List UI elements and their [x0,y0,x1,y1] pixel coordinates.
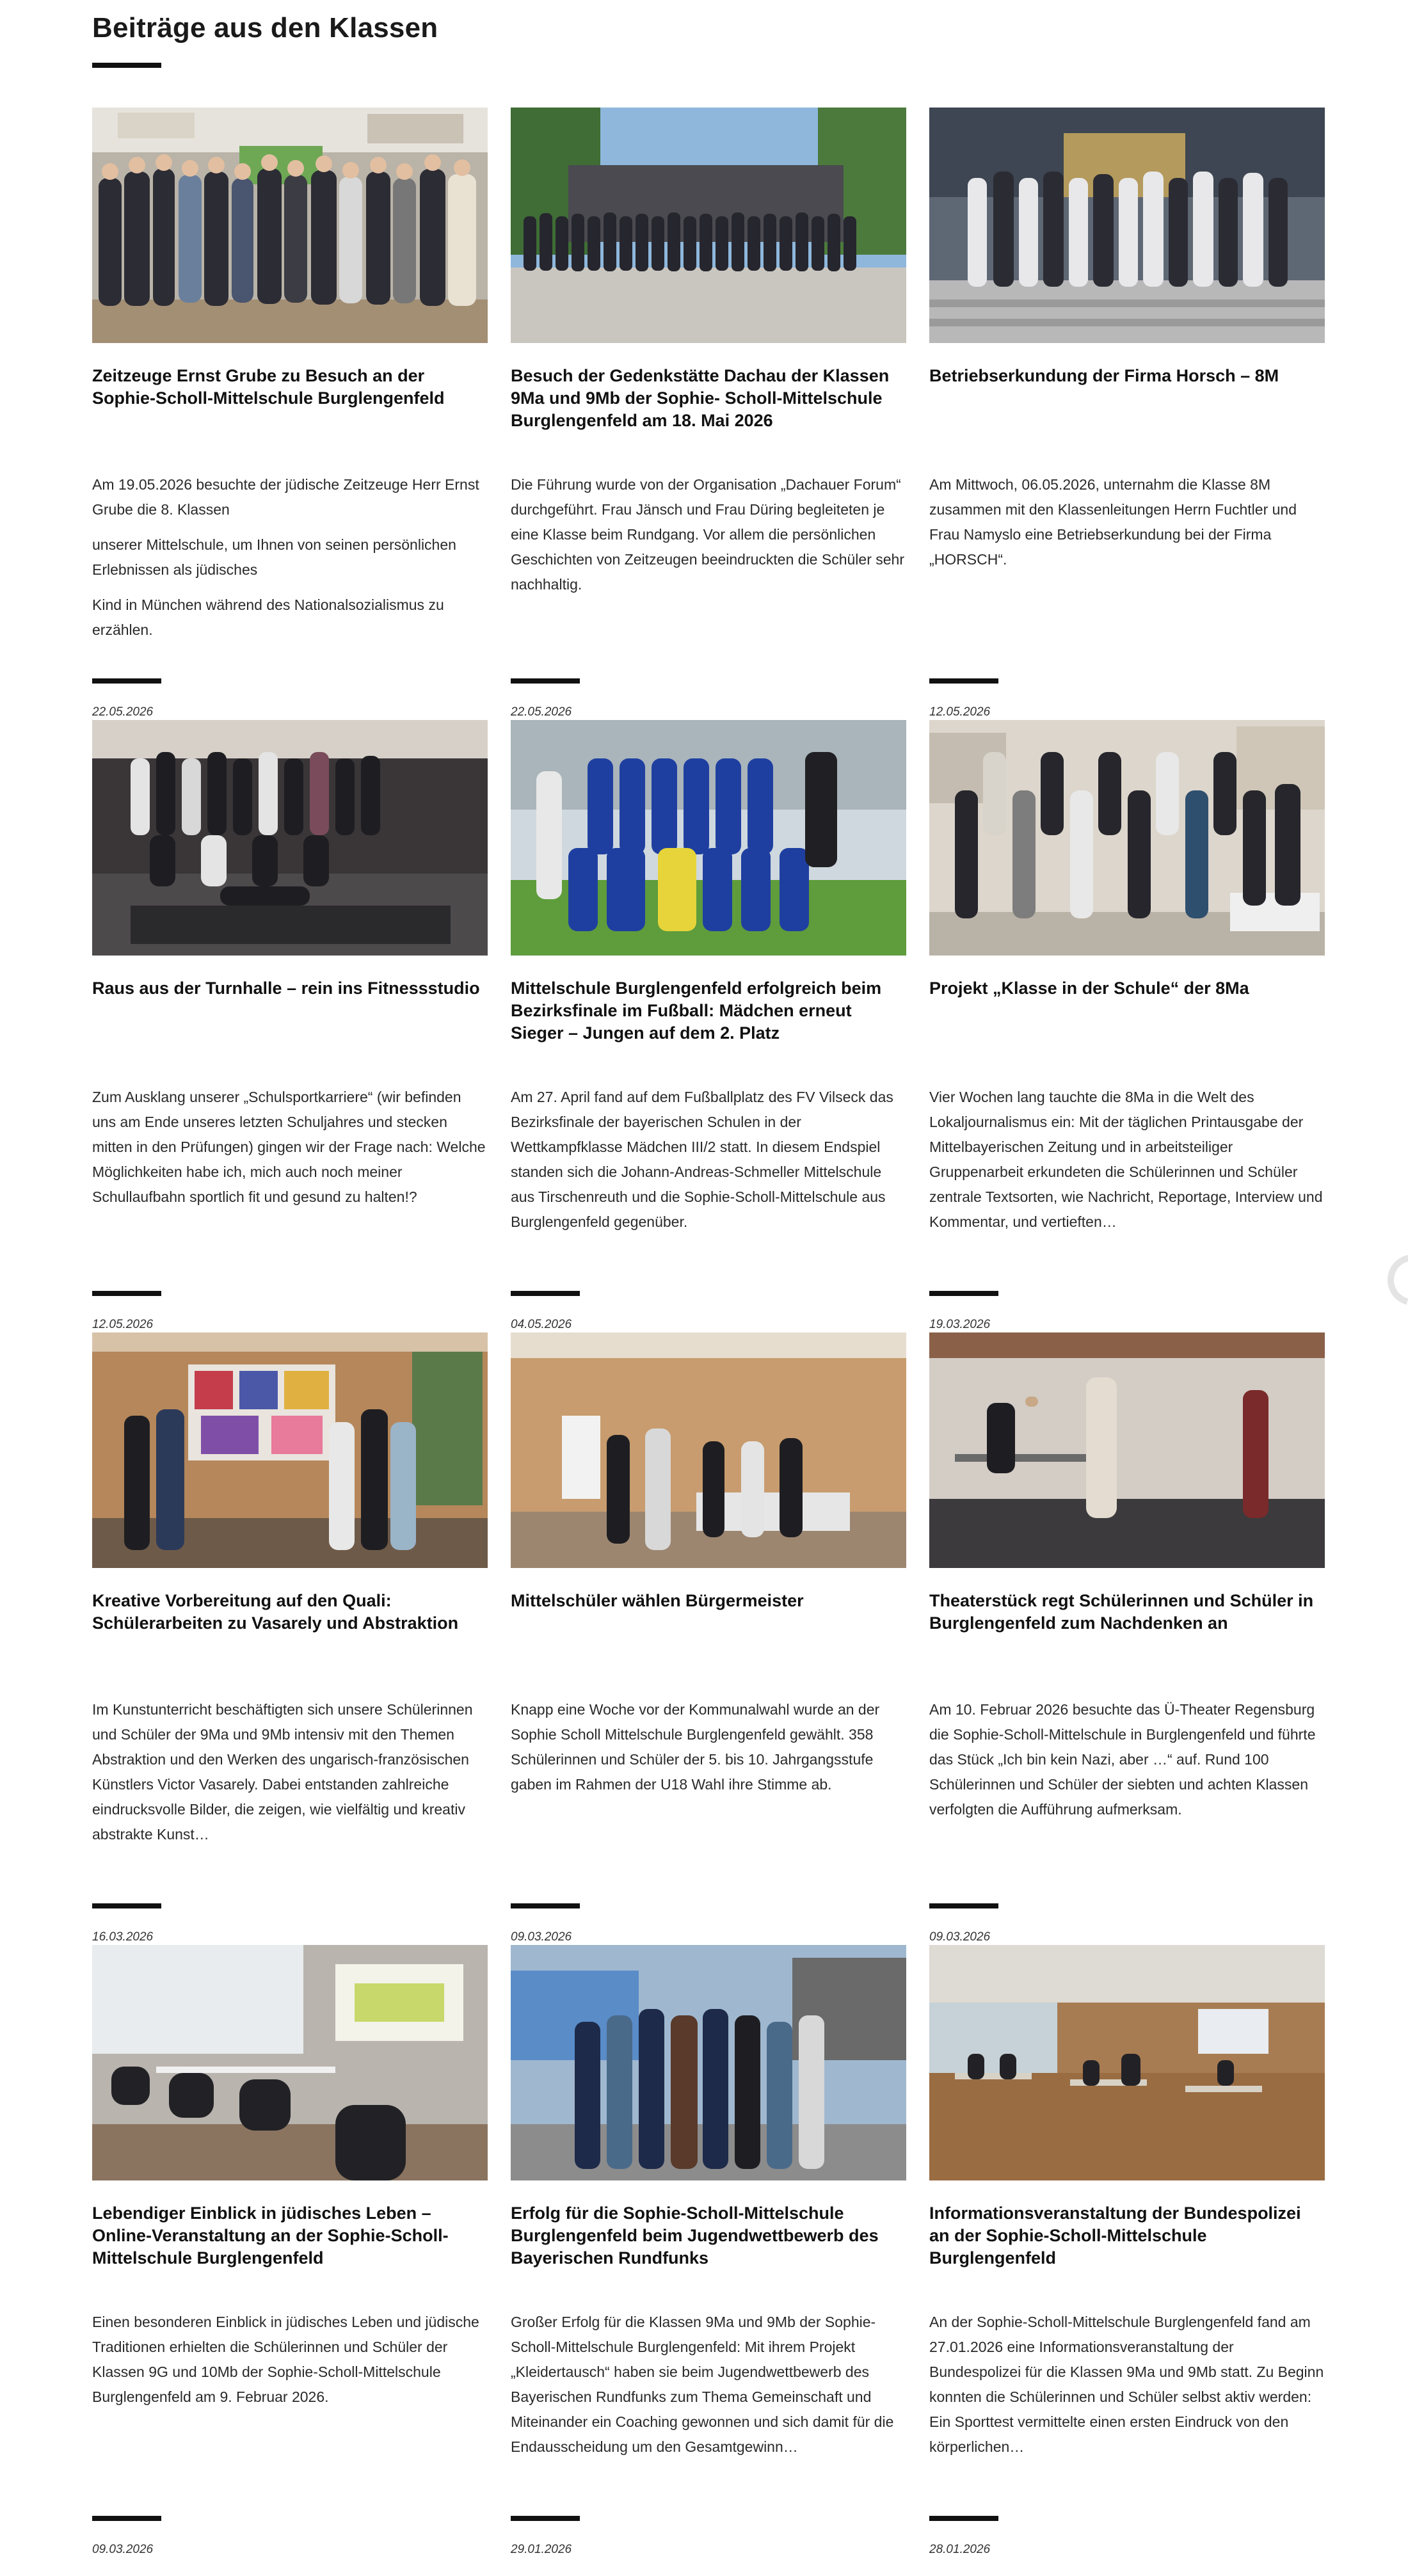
news-card-divider [511,678,580,684]
news-card-title[interactable]: Projekt „Klasse in der Schule“ der 8Ma [929,979,1249,998]
news-card-title[interactable]: Mittelschüler wählen Bürgermeister [511,1591,804,1610]
news-card-title[interactable]: Kreative Vorbereitung auf den Quali: Schülerarbeiten zu Vasarely und Abstraktion [92,1591,459,1633]
news-card-divider [929,678,998,684]
news-card-divider [92,1291,161,1296]
news-card-title[interactable]: Mittelschule Burglengenfeld erfolgreich beim Bezirksfinale im Fußball: Mädchen erneut Sieger – Jungen auf dem 2. Platz [511,979,882,1043]
news-card-title[interactable]: Informationsveranstaltung der Bundespolizei an der Sophie-Scholl-Mittelschule Burglengenfeld [929,2204,1301,2268]
news-card-paragraph: Zum Ausklang unserer „Schulsportkarriere“ (wir befinden uns am Ende unseres letzten Schuljahres und stecken mitten in den Prüfungen) gingen wir der Frage nach: Welche Möglichkeiten habe ich, mich auch noch meiner Schullaufbahn sportlich fit und gesund zu halten!? [92,1089,486,1205]
news-card-title[interactable]: Raus aus der Turnhalle – rein ins Fitnessstudio [92,979,480,998]
news-card-divider [929,1903,998,1908]
news-card-title[interactable]: Zeitzeuge Ernst Grube zu Besuch an der Sophie-Scholl-Mittelschule Burglengenfeld [92,366,445,408]
news-card-excerpt [511,1085,906,1245]
news-card[interactable] [511,1332,906,1945]
news-card-paragraph: Vier Wochen lang tauchte die 8Ma in die Welt des Lokaljournalismus ein: Mit der täglichen Printausgabe der Mittelbayerischen Zeitung und in arbeitsteiliger Gruppenarbeit erkundeten die Schülerinnen und Schüler zentrale Textsorten, wie Nachricht, Reportage, Interview und Kommentar, und vertieften… [929,1089,1323,1230]
news-grid [92,108,1325,2557]
news-card-date: 19.03.2026 [929,1318,991,1331]
news-card-divider [511,2516,580,2521]
news-card-excerpt [929,1085,1325,1245]
news-card-date: 09.03.2026 [929,1930,991,1944]
news-card[interactable] [511,1945,906,2557]
news-card-date: 09.03.2026 [511,1930,572,1944]
news-card-excerpt [929,472,1325,582]
news-card-photo[interactable] [511,1945,906,2180]
section-title: Beiträge aus den Klassen [92,12,438,44]
news-card-paragraph: Kind in München während des Nationalsozialismus zu erzählen. [92,596,444,638]
news-card[interactable] [92,1332,488,1945]
news-card-excerpt [92,1697,488,1857]
news-card[interactable] [929,1332,1325,1945]
news-card-divider [511,1903,580,1908]
news-card-date: 04.05.2026 [511,1318,572,1331]
news-card-divider [92,2516,161,2521]
news-card-date: 09.03.2026 [92,2543,154,2556]
news-card-excerpt [92,472,488,653]
news-card[interactable] [92,720,488,1332]
news-card-date: 22.05.2026 [511,705,572,719]
news-card-photo[interactable] [929,1332,1325,1568]
news-card-title[interactable]: Besuch der Gedenkstätte Dachau der Klassen 9Ma und 9Mb der Sophie- Scholl-Mittelschule Burglengenfeld am 18. Mai 2026 [511,366,890,430]
news-card-photo[interactable] [929,108,1325,343]
news-card-photo[interactable] [92,1945,488,2180]
news-card-paragraph: Am 19.05.2026 besuchte der jüdische Zeitzeuge Herr Ernst Grube die 8. Klassen [92,476,479,518]
news-card-excerpt [929,1697,1325,1832]
news-card-date: 12.05.2026 [929,705,991,719]
news-card-photo[interactable] [511,720,906,956]
news-card[interactable] [92,108,488,720]
news-card-paragraph: Knapp eine Woche vor der Kommunalwahl wurde an der Sophie Scholl Mittelschule Burglengenfeld gewählt. 358 Schülerinnen und Schüler der 5. bis 10. Jahrgangsstufe gaben im Rahmen der U18 Wahl ihre Stimme ab. [511,1701,880,1793]
news-card-title[interactable]: Lebendiger Einblick in jüdisches Leben – Online-Veranstaltung an der Sophie-Scholl-Mittelschule Burglengenfeld [92,2204,449,2268]
news-card-paragraph: unserer Mittelschule, um Ihnen von seinen persönlichen Erlebnissen als jüdisches [92,536,456,578]
news-card-title[interactable]: Betriebserkundung der Firma Horsch – 8M [929,366,1279,385]
news-card-paragraph: An der Sophie-Scholl-Mittelschule Burglengenfeld fand am 27.01.2026 eine Informationsveranstaltung der Bundespolizei für die Klassen 9Ma und 9Mb statt. Zu Beginn konnten die Schülerinnen und Schüler selbst aktiv werden: Ein Sporttest vermittelte einen ersten Eindruck von den körperlichen… [929,2314,1324,2455]
news-card-photo[interactable] [929,1945,1325,2180]
news-card-divider [929,2516,998,2521]
news-card-excerpt [929,2310,1325,2470]
news-card-paragraph: Im Kunstunterricht beschäftigten sich unsere Schülerinnen und Schüler der 9Ma und 9Mb intensiv mit den Themen Abstraktion und den Werken des ungarisch-französischen Künstlers Victor Vasarely. Dabei entstanden zahlreiche eindrucksvolle Bilder, die zeigen, wie vielfältig und kreativ abstrakte Kunst… [92,1701,473,1843]
news-card-divider [92,1903,161,1908]
news-card-photo[interactable] [92,1332,488,1568]
news-card-photo[interactable] [511,108,906,343]
news-card-title[interactable]: Theaterstück regt Schülerinnen und Schüler in Burglengenfeld zum Nachdenken an [929,1591,1314,1633]
news-card-paragraph: Am 27. April fand auf dem Fußballplatz des FV Vilseck das Bezirksfinale der bayerischen Schulen in der Wettkampfklasse Mädchen III/2 statt. In diesem Endspiel standen sich die Johann-Andreas-Schmeller Mittelschule aus Tirschenreuth und die Sophie-Scholl-Mittelschule aus Burglengenfeld gegenüber. [511,1089,893,1230]
news-card-photo[interactable] [511,1332,906,1568]
news-card[interactable] [929,720,1325,1332]
section-title-underline [92,63,161,68]
news-section [92,0,1325,2556]
news-card-excerpt [92,2310,488,2420]
news-card-divider [929,1291,998,1296]
news-card-excerpt [511,1697,906,1807]
news-card-paragraph: Einen besonderen Einblick in jüdisches Leben und jüdische Traditionen erhielten die Schülerinnen und Schüler der Klassen 9G und 10Mb der Sophie-Scholl-Mittelschule Burglengenfeld am 9. Februar 2026. [92,2314,479,2405]
news-card-date: 16.03.2026 [92,1930,154,1944]
news-card[interactable] [92,1945,488,2557]
news-card-excerpt [511,2310,906,2470]
news-card[interactable] [511,108,906,720]
news-card-paragraph: Die Führung wurde von der Organisation „Dachauer Forum“ durchgeführt. Frau Jänsch und Frau Düring begleiteten je eine Klasse beim Rundgang. Vor allem die persönlichen Geschichten von Zeitzeugen beeindruckten die Schüler sehr nachhaltig. [511,476,904,593]
news-card-date: 12.05.2026 [92,1318,154,1331]
news-card-divider [511,1291,580,1296]
news-card-photo[interactable] [92,720,488,956]
news-card-excerpt [92,1085,488,1220]
news-card-date: 29.01.2026 [511,2543,572,2556]
news-card-photo[interactable] [929,720,1325,956]
scroll-to-top-icon[interactable] [1378,1245,1408,1315]
news-card[interactable] [511,720,906,1332]
news-card-date: 28.01.2026 [929,2543,991,2556]
news-card-paragraph: Am 10. Februar 2026 besuchte das Ü-Theater Regensburg die Sophie-Scholl-Mittelschule in Burglengenfeld und führte das Stück „Ich bin kein Nazi, aber …“ auf. Rund 100 Schülerinnen und Schüler der siebten und achten Klassen verfolgten die Aufführung aufmerksam. [929,1701,1316,1818]
news-card-paragraph: Großer Erfolg für die Klassen 9Ma und 9Mb der Sophie-Scholl-Mittelschule Burglengenfeld: Mit ihrem Projekt „Kleidertausch“ haben sie beim Jugendwettbewerb des Bayerischen Rundfunks zum Thema Gemeinschaft und Miteinander ein Coaching gewonnen und sich damit für die Endausscheidung um den Gesamtgewinn… [511,2314,894,2455]
news-card-divider [92,678,161,684]
news-card-date: 22.05.2026 [92,705,154,719]
news-card-title[interactable]: Erfolg für die Sophie-Scholl-Mittelschule Burglengenfeld beim Jugendwettbewerb des Bayerischen Rundfunks [511,2204,879,2268]
news-card[interactable] [929,1945,1325,2557]
news-card-excerpt [511,472,906,607]
news-card-photo[interactable] [92,108,488,343]
news-card[interactable] [929,108,1325,720]
news-card-paragraph: Am Mittwoch, 06.05.2026, unternahm die Klasse 8M zusammen mit den Klassenleitungen Herrn Fuchtler und Frau Namyslo eine Betriebserkundung bei der Firma „HORSCH“. [929,476,1297,568]
